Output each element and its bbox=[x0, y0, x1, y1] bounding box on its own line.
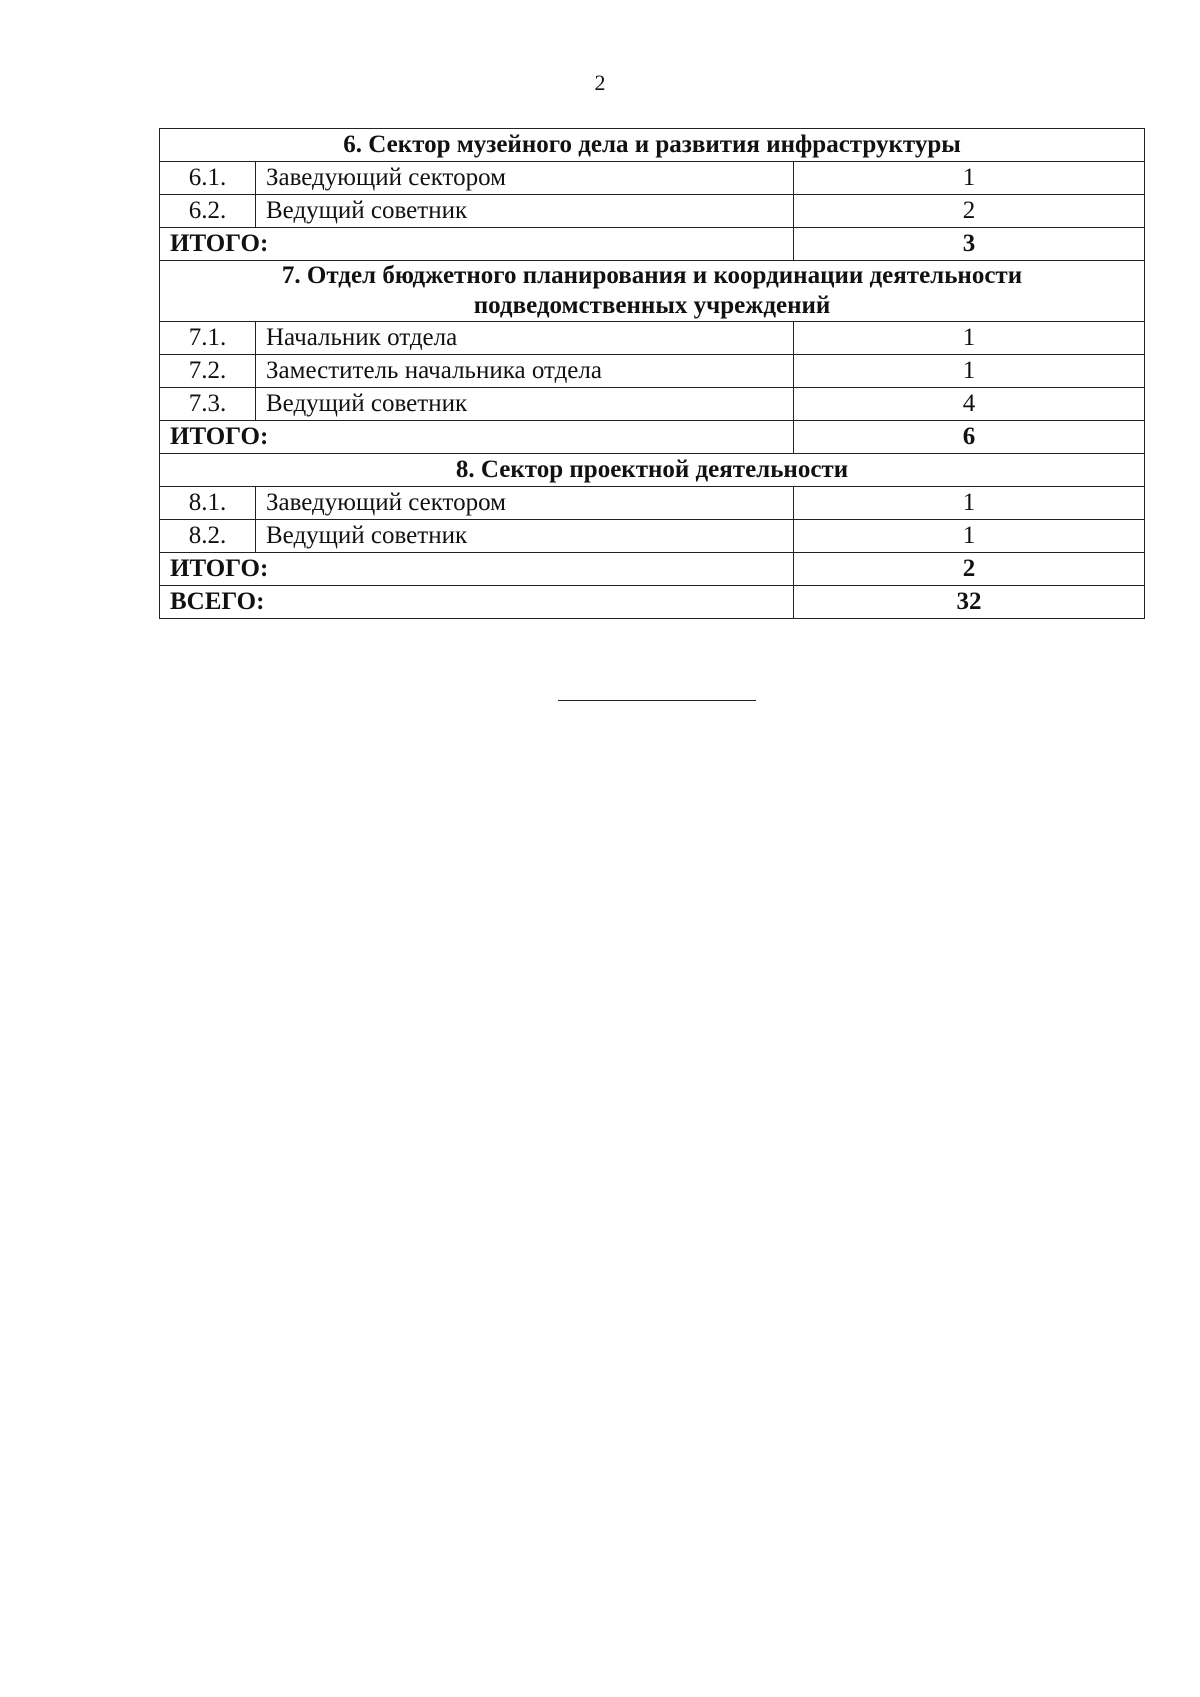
position-name: Ведущий советник bbox=[256, 520, 794, 553]
table-row bbox=[160, 162, 1145, 195]
table-row bbox=[160, 355, 1145, 388]
position-name: Ведущий советник bbox=[256, 195, 794, 228]
position-name: Ведущий советник bbox=[256, 388, 794, 421]
row-number: 7.1. bbox=[160, 322, 256, 355]
table-row bbox=[160, 520, 1145, 553]
page-number: 2 bbox=[594, 70, 606, 95]
subtotal-label: ИТОГО: bbox=[160, 421, 794, 454]
subtotal-label: ИТОГО: bbox=[160, 553, 794, 586]
table-row bbox=[160, 487, 1145, 520]
position-count: 1 bbox=[794, 322, 1145, 355]
position-count: 1 bbox=[794, 487, 1145, 520]
subtotal-row bbox=[160, 228, 1145, 261]
subtotal-label: ИТОГО: bbox=[160, 228, 794, 261]
row-number: 7.2. bbox=[160, 355, 256, 388]
position-count: 2 bbox=[794, 195, 1145, 228]
end-of-document-line bbox=[558, 700, 756, 701]
position-name: Начальник отдела bbox=[256, 322, 794, 355]
subtotal-value: 2 bbox=[794, 553, 1145, 586]
subtotal-value: 6 bbox=[794, 421, 1145, 454]
section-title: 8. Сектор проектной деятельности bbox=[160, 454, 1145, 487]
section-title: 6. Сектор музейного дела и развития инфраструктуры bbox=[160, 129, 1145, 162]
table-row bbox=[160, 388, 1145, 421]
section-title: 7. Отдел бюджетного планирования и координации деятельности подведомственных учреждений bbox=[160, 261, 1145, 322]
position-name: Заведующий сектором bbox=[256, 487, 794, 520]
position-name: Заведующий сектором bbox=[256, 162, 794, 195]
grand-total-value: 32 bbox=[794, 586, 1145, 619]
subtotal-row bbox=[160, 553, 1145, 586]
grand-total-row bbox=[160, 586, 1145, 619]
grand-total-label: ВСЕГО: bbox=[160, 586, 794, 619]
section-header-row bbox=[160, 261, 1145, 322]
staffing-table bbox=[159, 128, 1145, 619]
row-number: 8.1. bbox=[160, 487, 256, 520]
position-count: 1 bbox=[794, 355, 1145, 388]
subtotal-value: 3 bbox=[794, 228, 1145, 261]
position-count: 1 bbox=[794, 162, 1145, 195]
section-header-row bbox=[160, 454, 1145, 487]
position-count: 1 bbox=[794, 520, 1145, 553]
row-number: 6.1. bbox=[160, 162, 256, 195]
row-number: 8.2. bbox=[160, 520, 256, 553]
position-name: Заместитель начальника отдела bbox=[256, 355, 794, 388]
subtotal-row bbox=[160, 421, 1145, 454]
row-number: 6.2. bbox=[160, 195, 256, 228]
row-number: 7.3. bbox=[160, 388, 256, 421]
position-count: 4 bbox=[794, 388, 1145, 421]
table-row bbox=[160, 195, 1145, 228]
section-header-row bbox=[160, 129, 1145, 162]
table-row bbox=[160, 322, 1145, 355]
